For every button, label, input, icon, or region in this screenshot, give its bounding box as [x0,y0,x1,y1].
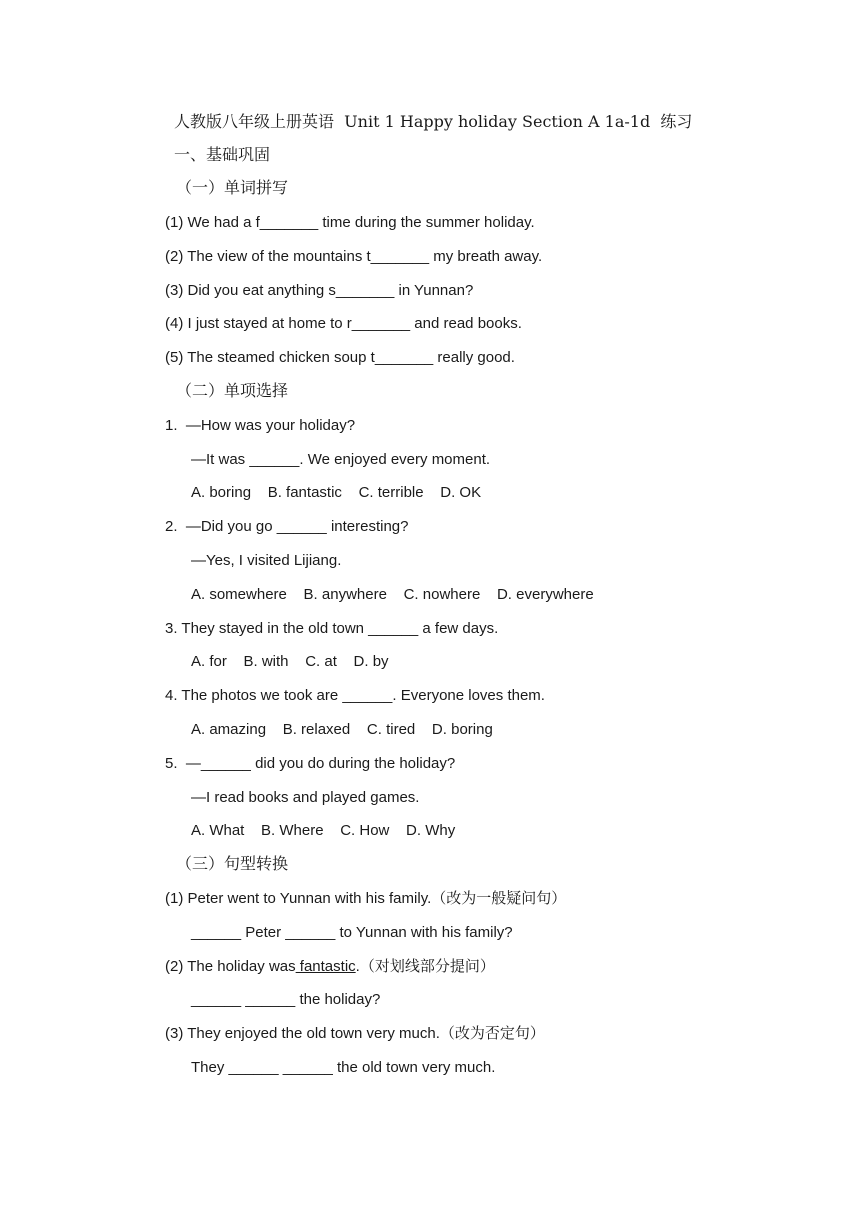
underlined-word: fantastic [295,958,356,975]
transform-question [165,957,495,977]
page-title: 人教版八年级上册英语 Unit 1 Happy holiday Section A 1a-1d 练习 [174,112,693,131]
transform-question: (1) Peter went to Yunnan with his family.（改为一般疑问句） [165,890,567,907]
choice-answer-line: —It was ______. We enjoyed every moment. [191,451,491,468]
spelling-item: (2) The view of the mountains t_______ my breath away. [165,248,543,265]
choice-options: A. somewhere B. anywhere C. nowhere D. everywhere [191,586,594,603]
choice-question: 2. —Did you go ______ interesting? [165,518,409,535]
choice-question: 3. They stayed in the old town ______ a few days. [165,620,499,637]
spelling-item: (4) I just stayed at home to r_______ and read books. [165,315,522,332]
transform-question: (3) They enjoyed the old town very much.（改为否定句） [165,1025,545,1042]
part1-heading: （一）单词拼写 [176,178,289,197]
spelling-item: (5) The steamed chicken soup t_______ really good. [165,349,515,366]
part2-heading: （二）单项选择 [176,381,289,400]
spelling-item: (1) We had a f_______ time during the summer holiday. [165,214,535,231]
choice-question: 1. —How was your holiday? [165,417,356,434]
choice-options: A. amazing B. relaxed C. tired D. boring [191,721,493,738]
transform-blank-line: They ______ ______ the old town very much. [191,1059,496,1076]
transform-blank-line: ______ Peter ______ to Yunnan with his family? [191,924,513,941]
choice-options: A. boring B. fantastic C. terrible D. OK [191,484,482,501]
part3-heading: （三）句型转换 [176,854,289,873]
choice-question: 4. The photos we took are ______. Everyone loves them. [165,687,545,704]
question-text: (2) The holiday was [165,958,296,975]
transform-blank-line: ______ ______ the holiday? [191,991,381,1008]
question-instruction: .（对划线部分提问） [355,958,495,975]
section-heading-basics: 一、基础巩固 [174,145,271,164]
choice-options: A. What B. Where C. How D. Why [191,822,456,839]
choice-answer-line: —Yes, I visited Lijiang. [191,552,342,569]
choice-question: 5. —______ did you do during the holiday? [165,755,456,772]
choice-options: A. for B. with C. at D. by [191,653,389,670]
spelling-item: (3) Did you eat anything s_______ in Yunnan? [165,282,474,299]
choice-answer-line: —I read books and played games. [191,789,420,806]
